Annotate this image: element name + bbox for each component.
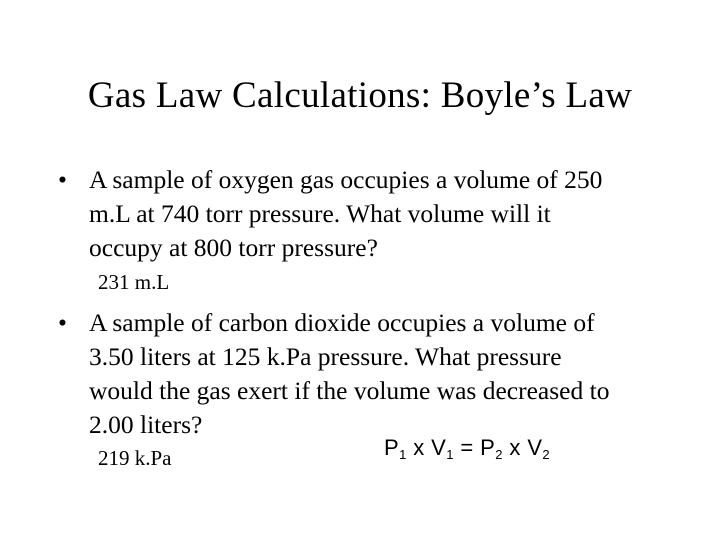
answer-2: 219 k.Pa <box>98 446 172 470</box>
question-2-line-3: would the gas exert if the volume was decreased to <box>89 376 610 405</box>
slide-title: Gas Law Calculations: Boyle’s Law <box>87 75 633 116</box>
question-2-line-4: 2.00 liters? <box>89 410 203 439</box>
formula-v2: V <box>527 435 543 460</box>
formula-p2-subscript: 2 <box>495 447 503 462</box>
boyles-law-formula <box>384 434 550 462</box>
formula-p1: P <box>384 435 400 460</box>
formula-times-2: x <box>502 435 528 460</box>
bullet-marker: • <box>58 308 67 337</box>
answer-1: 231 m.L <box>98 270 170 294</box>
question-1-text <box>89 163 602 265</box>
question-2-line-1: A sample of carbon dioxide occupies a volume of <box>89 308 595 337</box>
question-2-line-2: 3.50 liters at 125 k.Pa pressure. What pressure <box>89 342 562 371</box>
formula-p1-subscript: 1 <box>399 447 407 462</box>
formula-p2: P <box>480 435 496 460</box>
formula-equals: = <box>453 435 481 460</box>
question-1-line-2: m.L at 740 torr pressure. What volume will it <box>89 199 551 228</box>
formula-v1: V <box>431 435 447 460</box>
question-1-line-3: occupy at 800 torr pressure? <box>89 233 378 262</box>
formula-v2-subscript: 2 <box>542 447 551 462</box>
question-1-line-1: A sample of oxygen gas occupies a volume of 250 <box>89 165 603 194</box>
formula-times-1: x <box>406 435 432 460</box>
bullet-marker: • <box>58 165 67 194</box>
question-2-text <box>89 306 609 442</box>
formula-v1-subscript: 1 <box>446 447 454 462</box>
